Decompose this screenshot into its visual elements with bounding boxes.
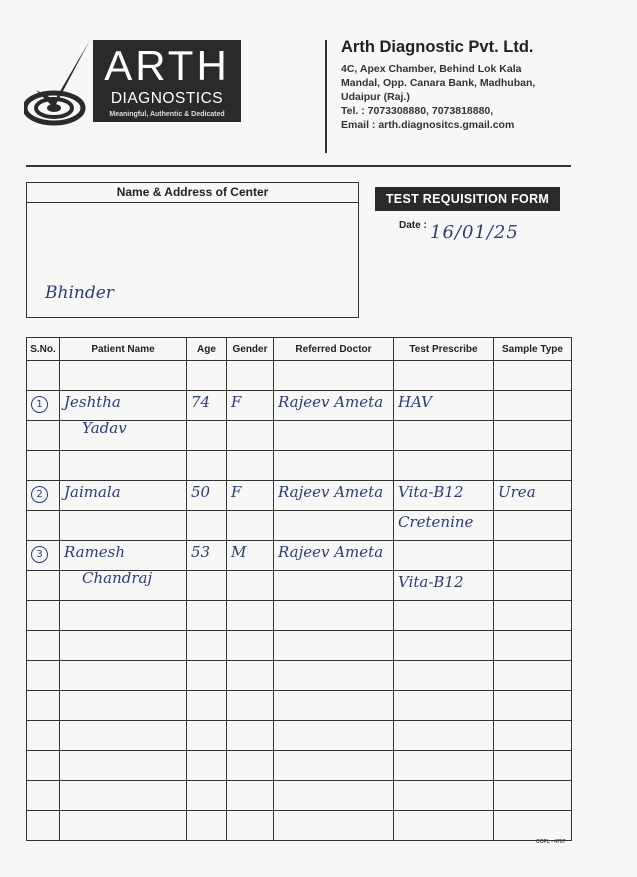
cell-test — [394, 511, 494, 541]
cell-test — [394, 391, 494, 421]
table-row — [27, 541, 572, 571]
address-line: 4C, Apex Chamber, Behind Lok Kala — [341, 63, 522, 75]
cell-age — [187, 541, 227, 571]
cell-sample — [494, 751, 572, 781]
cell-gender — [227, 781, 274, 811]
address-line: Mandal, Opp. Canara Bank, Madhuban, — [341, 77, 536, 89]
cell-name — [60, 601, 187, 631]
cell-age — [187, 691, 227, 721]
logo — [93, 40, 241, 122]
cell-gender — [227, 691, 274, 721]
cell-name — [60, 361, 187, 391]
cell-doctor — [274, 391, 394, 421]
cell-sample — [494, 691, 572, 721]
cell-doctor — [274, 511, 394, 541]
cell-sno — [27, 811, 60, 841]
cell-age — [187, 481, 227, 511]
cell-sno — [27, 781, 60, 811]
cell-age — [187, 811, 227, 841]
cell-name — [60, 481, 187, 511]
cell-gender — [227, 451, 274, 481]
cell-age — [187, 451, 227, 481]
logo-tagline: Meaningful, Authentic & Dedicated — [109, 111, 225, 118]
cell-name — [60, 631, 187, 661]
cell-doctor — [274, 661, 394, 691]
cell-doctor — [274, 451, 394, 481]
cell-sno — [27, 751, 60, 781]
cell-name — [60, 391, 187, 421]
cell-doctor — [274, 721, 394, 751]
handwritten-test: HAV — [398, 393, 432, 411]
address-line: Tel. : 7073308880, 7073818880, — [341, 105, 494, 117]
cell-sno — [27, 631, 60, 661]
cell-test — [394, 571, 494, 601]
header-test-prescribe: Test Prescribe — [394, 338, 494, 361]
table-row — [27, 811, 572, 841]
cell-sno — [27, 451, 60, 481]
cell-doctor — [274, 751, 394, 781]
cell-sample — [494, 601, 572, 631]
table-row — [27, 631, 572, 661]
handwritten-age: 53 — [191, 543, 211, 561]
handwritten-name: Jeshtha — [64, 393, 121, 411]
table-row — [27, 691, 572, 721]
cell-doctor — [274, 571, 394, 601]
cell-age — [187, 421, 227, 451]
handwritten-doctor: Rajeev Ameta — [278, 483, 384, 501]
cell-test — [394, 601, 494, 631]
cell-sno — [27, 571, 60, 601]
cell-doctor — [274, 781, 394, 811]
cell-gender — [227, 481, 274, 511]
table-row — [27, 571, 572, 601]
cell-sno — [27, 601, 60, 631]
center-box — [26, 182, 359, 318]
table-row — [27, 511, 572, 541]
cell-test — [394, 661, 494, 691]
cell-sample — [494, 541, 572, 571]
cell-gender — [227, 541, 274, 571]
cell-sample — [494, 511, 572, 541]
cell-sno — [27, 511, 60, 541]
cell-gender — [227, 391, 274, 421]
cell-sno — [27, 691, 60, 721]
cell-test — [394, 631, 494, 661]
cell-test — [394, 451, 494, 481]
cell-gender — [227, 601, 274, 631]
cell-doctor — [274, 601, 394, 631]
table-row — [27, 661, 572, 691]
cell-doctor — [274, 691, 394, 721]
cell-gender — [227, 751, 274, 781]
cell-sample — [494, 721, 572, 751]
address-line: Email : arth.diagnositcs.gmail.com — [341, 119, 515, 131]
form-title: TEST REQUISITION FORM — [375, 187, 560, 211]
cell-age — [187, 601, 227, 631]
handwritten-name: Jaimala — [64, 483, 121, 501]
cell-gender — [227, 721, 274, 751]
cell-sno — [27, 721, 60, 751]
header-rule — [26, 165, 571, 167]
handwritten-test: Cretenine — [398, 513, 474, 531]
cell-name — [60, 751, 187, 781]
address-line: Udaipur (Raj.) — [341, 91, 410, 103]
cell-test — [394, 781, 494, 811]
cell-age — [187, 721, 227, 751]
table-row — [27, 451, 572, 481]
cell-name — [60, 661, 187, 691]
cell-sno — [27, 661, 60, 691]
cell-gender — [227, 511, 274, 541]
handwritten-name: Chandraj — [82, 569, 153, 587]
cell-sample — [494, 481, 572, 511]
cell-doctor — [274, 541, 394, 571]
cell-test — [394, 361, 494, 391]
cell-name — [60, 421, 187, 451]
cell-name — [60, 511, 187, 541]
cell-test — [394, 811, 494, 841]
table-header-row — [27, 338, 572, 361]
handwritten-name: Yadav — [82, 419, 127, 437]
header-referred-doctor: Referred Doctor — [274, 338, 394, 361]
cell-sample — [494, 361, 572, 391]
cell-age — [187, 511, 227, 541]
cell-name — [60, 541, 187, 571]
cell-name — [60, 781, 187, 811]
cell-gender — [227, 631, 274, 661]
cell-sno — [27, 391, 60, 421]
cell-age — [187, 571, 227, 601]
handwritten-test: Vita-B12 — [398, 483, 464, 501]
table-row — [27, 421, 572, 451]
cell-age — [187, 661, 227, 691]
cell-sample — [494, 571, 572, 601]
cell-name — [60, 811, 187, 841]
cell-doctor — [274, 631, 394, 661]
date-value: 16/01/25 — [430, 222, 519, 243]
handwritten-sample: Urea — [498, 483, 536, 501]
cell-gender — [227, 571, 274, 601]
cell-sample — [494, 811, 572, 841]
header-sample-type: Sample Type — [494, 338, 572, 361]
header-gender: Gender — [227, 338, 274, 361]
cell-doctor — [274, 421, 394, 451]
logo-word: ARTH — [104, 42, 230, 89]
handwritten-gender: F — [231, 483, 242, 501]
cell-doctor — [274, 361, 394, 391]
requisition-table — [26, 337, 572, 841]
cell-age — [187, 361, 227, 391]
handwritten-gender: M — [231, 543, 247, 561]
cell-age — [187, 751, 227, 781]
cell-sno — [27, 421, 60, 451]
handwritten-gender: F — [231, 393, 242, 411]
cell-test — [394, 721, 494, 751]
handwritten-doctor: Rajeev Ameta — [278, 543, 384, 561]
handwritten-doctor: Rajeev Ameta — [278, 393, 384, 411]
table-row — [27, 481, 572, 511]
cell-test — [394, 541, 494, 571]
logo-sub: DIAGNOSTICS — [110, 90, 224, 107]
cell-sample — [494, 631, 572, 661]
cell-sample — [494, 661, 572, 691]
cell-sno — [27, 361, 60, 391]
cell-gender — [227, 811, 274, 841]
cell-gender — [227, 421, 274, 451]
cell-sno — [27, 481, 60, 511]
company-name: Arth Diagnostic Pvt. Ltd. — [341, 38, 534, 56]
handwritten-name: Ramesh — [64, 543, 126, 561]
company-address — [341, 62, 591, 132]
header-sno: S.No. — [27, 338, 60, 361]
cell-name — [60, 451, 187, 481]
cell-test — [394, 691, 494, 721]
cell-sample — [494, 451, 572, 481]
cell-age — [187, 391, 227, 421]
cell-doctor — [274, 811, 394, 841]
cell-test — [394, 751, 494, 781]
cell-sample — [494, 781, 572, 811]
center-heading: Name & Address of Center — [27, 183, 358, 203]
header-patient-name: Patient Name — [60, 338, 187, 361]
table-row — [27, 721, 572, 751]
cell-gender — [227, 361, 274, 391]
table-row — [27, 751, 572, 781]
table-row — [27, 781, 572, 811]
table-row — [27, 601, 572, 631]
serial-number: 3 — [31, 546, 48, 563]
serial-number: 2 — [31, 486, 48, 503]
header-divider — [325, 40, 327, 153]
handwritten-age: 50 — [191, 483, 211, 501]
table-row — [27, 361, 572, 391]
cell-name — [60, 691, 187, 721]
handwritten-age: 74 — [191, 393, 211, 411]
serial-number: 1 — [31, 396, 48, 413]
date-label: Date : — [399, 220, 427, 231]
cell-test — [394, 481, 494, 511]
cell-sample — [494, 421, 572, 451]
cell-doctor — [274, 481, 394, 511]
cell-test — [394, 421, 494, 451]
footer-code: COPL - 4707 — [536, 839, 566, 845]
handwritten-test: Vita-B12 — [398, 573, 464, 591]
cell-gender — [227, 661, 274, 691]
table-row — [27, 391, 572, 421]
cell-age — [187, 631, 227, 661]
header-age: Age — [187, 338, 227, 361]
center-handwritten: Bhinder — [45, 283, 114, 303]
cell-age — [187, 781, 227, 811]
cell-sample — [494, 391, 572, 421]
target-check-icon — [24, 38, 94, 128]
cell-sno — [27, 541, 60, 571]
cell-name — [60, 721, 187, 751]
cell-name — [60, 571, 187, 601]
